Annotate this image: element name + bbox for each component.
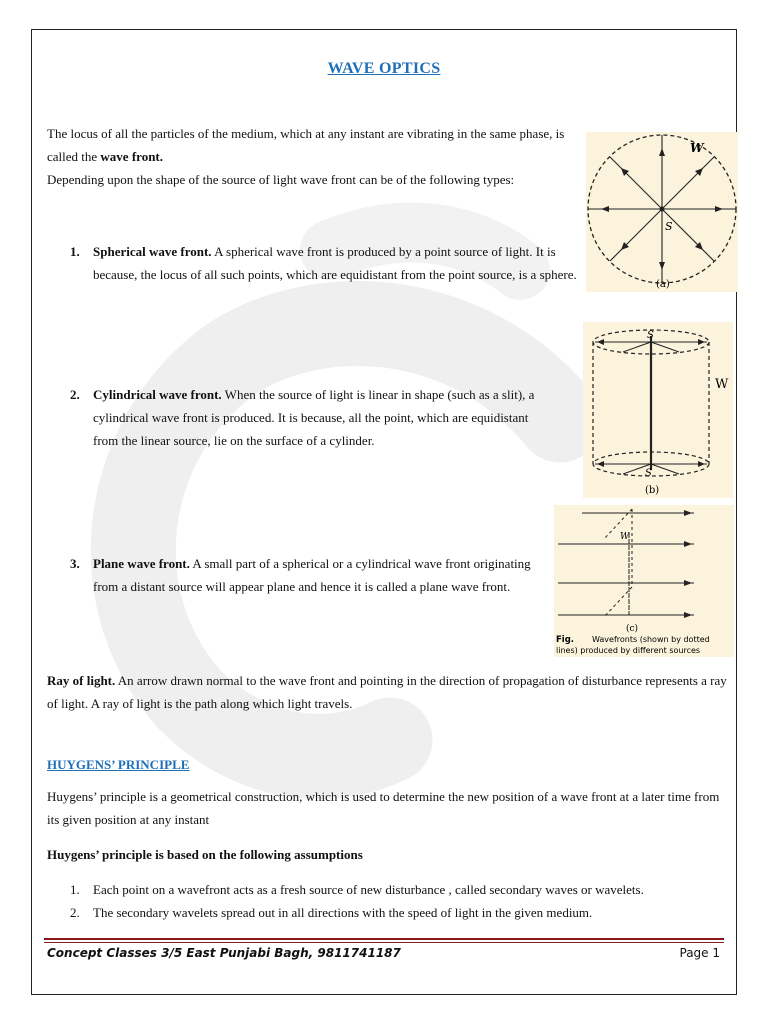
ray-of-light-term: Ray of light. — [47, 673, 116, 688]
type-3-item — [93, 552, 543, 598]
type-1-text: A spherical wave front is produced by a point source of light. It is because, the locus of all such points, which are equidistant from the point source, is a sphere. — [93, 244, 577, 282]
figure-cylindrical-wavefront — [583, 322, 733, 498]
figure-b-s-top: S — [647, 330, 654, 341]
figure-c-caption-line-2: lines) produced by different sources — [556, 646, 701, 655]
type-2-title: Cylindrical wave front. — [93, 387, 222, 402]
figure-b-w-label: W — [715, 377, 729, 392]
type-1-item — [93, 240, 578, 286]
huygens-heading: HUYGENS’ PRINCIPLE — [47, 757, 190, 772]
figure-plane-wavefront — [554, 505, 734, 657]
figure-c-caption: (c) — [626, 624, 639, 634]
figure-a-caption: (a) — [656, 279, 670, 290]
figure-a-w-label: W — [690, 141, 704, 155]
page-number: Page 1 — [679, 946, 720, 960]
figure-b-s-bottom: S — [645, 468, 652, 479]
type-3-title: Plane wave front. — [93, 556, 190, 571]
type-1-number: 1. — [70, 244, 80, 259]
footer-divider — [44, 938, 724, 940]
type-2-number: 2. — [70, 387, 80, 402]
intro-types-text: Depending upon the shape of the source of light wave front can be of the following types: — [47, 172, 515, 187]
figure-c-fig-label: Fig. — [556, 635, 575, 645]
assumption-1-text: Each point on a wavefront acts as a fresh source of new disturbance , called secondary waves or wavelets. — [93, 882, 644, 897]
footer-address: Concept Classes 3/5 East Punjabi Bagh, 9811741187 — [47, 946, 401, 960]
type-3-text: A small part of a spherical or a cylindrical wave front originating from a distant source will appear plane and hence it is called a plane wave front. — [93, 556, 531, 594]
ray-of-light-text: An arrow drawn normal to the wave front and pointing in the direction of propagation of disturbance represents a ray of light. A ray of light is the path along which light travels. — [47, 673, 727, 711]
intro-text: The locus of all the particles of the medium, which at any instant are vibrating in the same phase, is called the — [47, 126, 565, 164]
figure-a-s-label: S — [665, 220, 673, 233]
intro-paragraph — [47, 122, 567, 191]
figure-spherical-wavefront — [586, 132, 738, 292]
type-1-title: Spherical wave front. — [93, 244, 212, 259]
assumption-1-number: 1. — [70, 882, 80, 897]
ray-of-light-paragraph — [47, 669, 727, 715]
figure-c-caption-line-1: Wavefronts (shown by dotted — [592, 635, 710, 644]
type-2-text: When the source of light is linear in shape (such as a slit), a cylindrical wave front is produced. It is because, all the point, which are equidistant from the linear source, lie on the surface of a cylinder. — [93, 387, 535, 448]
huygens-description: Huygens’ principle is a geometrical construction, which is used to determine the new position of a wave front at a later time from its given position at any instant — [47, 789, 720, 827]
assumptions-heading: Huygens’ principle is based on the following assumptions — [47, 847, 363, 862]
assumption-2-number: 2. — [70, 905, 80, 920]
footer-divider-thin — [44, 942, 724, 943]
page-title: WAVE OPTICS — [327, 60, 441, 77]
type-3-number: 3. — [70, 556, 80, 571]
intro-bold-term: wave front. — [100, 149, 164, 164]
figure-b-caption: (b) — [645, 485, 660, 496]
assumption-2-text: The secondary wavelets spread out in all directions with the speed of light in the given medium. — [93, 905, 593, 920]
figure-c-w-label: W — [620, 532, 630, 542]
type-2-item — [93, 383, 548, 452]
